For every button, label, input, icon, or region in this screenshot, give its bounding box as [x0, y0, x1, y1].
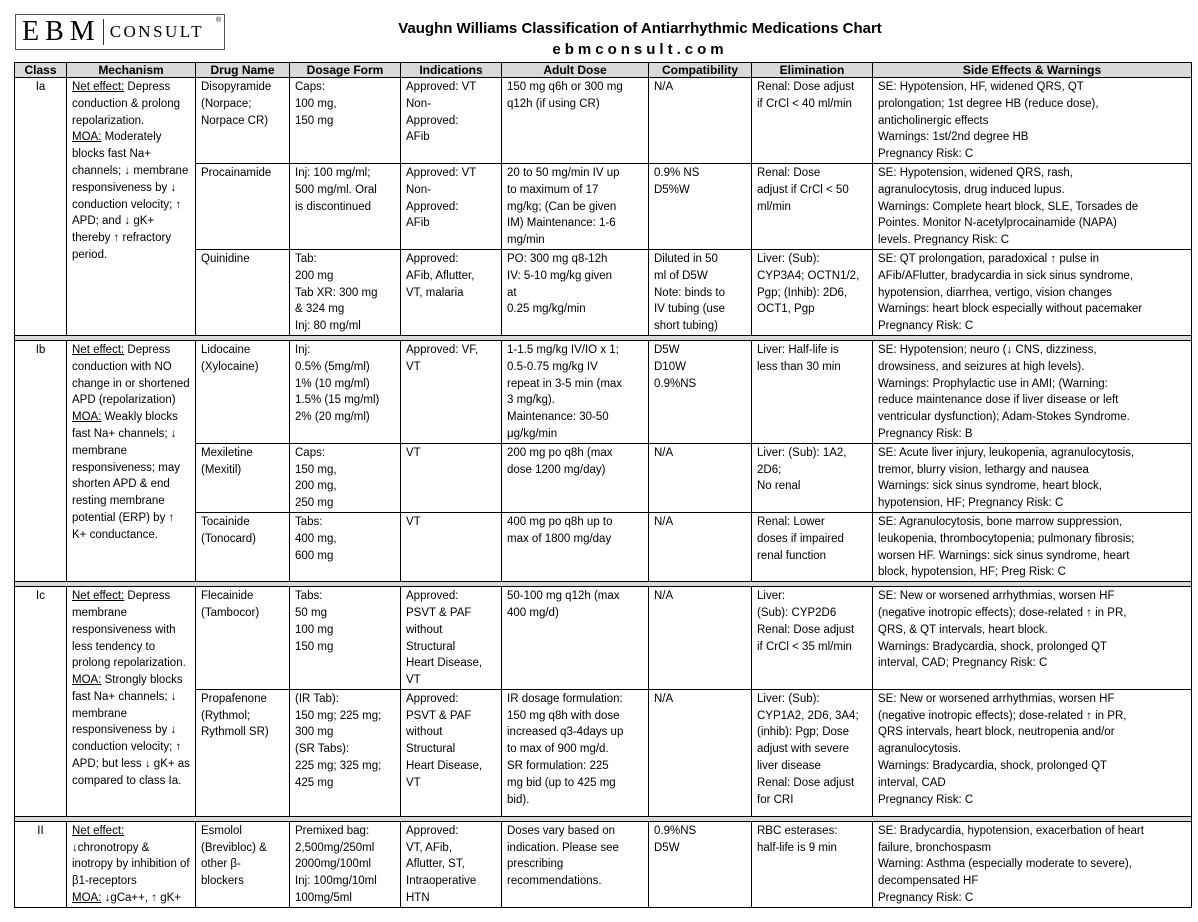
- column-header: Side Effects & Warnings: [873, 63, 1192, 78]
- net-effect-text: Depress conduction with NO change in or shortened APD (repolarization): [72, 343, 190, 407]
- cell-compat: D5W D10W 0.9%NS: [649, 340, 752, 443]
- cell-name: Flecainide (Tambocor): [196, 587, 290, 690]
- moa-label: MOA:: [72, 892, 102, 905]
- logo-divider: [103, 19, 104, 45]
- cell-ind: Approved: PSVT & PAF without Structural Heart Disease, VT: [401, 587, 502, 690]
- cell-form: Inj: 0.5% (5mg/ml) 1% (10 mg/ml) 1.5% (15 mg/ml) 2% (20 mg/ml): [290, 340, 401, 443]
- cell-compat: N/A: [649, 689, 752, 816]
- cell-se: SE: New or worsened arrhythmias, worsen HF (negative inotropic effects); dose-related ↑ in PR, QRS intervals, heart block, neutropenia and/or agranulocytosis. Warnings: Bradycardia, shock, prolonged QT interval, CAD Pregnancy Risk: C: [873, 689, 1192, 816]
- moa-text: ↓gCa++, ↑ gK+: [101, 892, 181, 905]
- cell-form: (IR Tab): 150 mg; 225 mg; 300 mg (SR Tabs): 225 mg; 325 mg; 425 mg: [290, 689, 401, 816]
- cell-elim: Liver: (Sub): CYP1A2, 2D6, 3A4; (inhib): Pgp; Dose adjust with severe liver disease Renal: Dose adjust for CRI: [752, 689, 873, 816]
- cell-form: Inj: 100 mg/ml; 500 mg/ml. Oral is discontinued: [290, 163, 401, 249]
- antiarrhythmic-table: [14, 62, 1192, 908]
- cell-name: Mexiletine (Mexitil): [196, 443, 290, 512]
- cell-se: SE: Acute liver injury, leukopenia, agranulocytosis, tremor, blurry vision, lethargy and nausea Warnings: sick sinus syndrome, heart block, hypotension, HF; Pregnancy Risk: C: [873, 443, 1192, 512]
- cell-elim: Renal: Dose adjust if CrCl < 50 ml/min: [752, 163, 873, 249]
- mechanism-cell: [67, 821, 196, 907]
- logo-ebm-text: EBM: [22, 16, 101, 47]
- logo-consult-text: CONSULT: [109, 22, 205, 41]
- ebm-consult-logo: [15, 14, 225, 50]
- cell-ind: Approved: VT, AFib, Aflutter, ST, Intraoperative HTN: [401, 821, 502, 907]
- mechanism-cell: [67, 340, 196, 581]
- column-header: Elimination: [752, 63, 873, 78]
- cell-se: SE: Hypotension, widened QRS, rash, agranulocytosis, drug induced lupus. Warnings: Complete heart block, SLE, Torsades de Pointes. Monitor N-acetylprocainamide (NAPA) levels. Pregnancy Risk: C: [873, 163, 1192, 249]
- cell-form: Tabs: 50 mg 100 mg 150 mg: [290, 587, 401, 690]
- column-header: Drug Name: [196, 63, 290, 78]
- cell-se: SE: Bradycardia, hypotension, exacerbation of heart failure, bronchospasm Warning: Asthma (especially moderate to severe), decompensated HF Pregnancy Risk: C: [873, 821, 1192, 907]
- table-row: [15, 340, 1192, 443]
- cell-se: SE: Hypotension; neuro (↓ CNS, dizziness, drowsiness, and seizures at high levels). Warnings: Prophylactic use in AMI; (Warning: reduce maintenance dose if liver disease or left ventricular dysfunction); Adam-Stokes Syndrome. Pregnancy Risk: B: [873, 340, 1192, 443]
- net-effect-label: Net effect:: [72, 824, 125, 837]
- net-effect-text: ↓chronotropy & inotropy by inhibition of β1-receptors: [72, 841, 190, 888]
- column-header: Class: [15, 63, 67, 78]
- class-cell: Ia: [15, 78, 67, 336]
- cell-dose: PO: 300 mg q8-12h IV: 5-10 mg/kg given at 0.25 mg/kg/min: [502, 249, 649, 335]
- column-header: Indications: [401, 63, 502, 78]
- cell-compat: N/A: [649, 587, 752, 690]
- table-row: [15, 821, 1192, 907]
- cell-se: SE: Agranulocytosis, bone marrow suppression, leukopenia, thrombocytopenia; pulmonary fibrosis; worsen HF. Warnings: sick sinus syndrome, heart block, hypotension, HF; Preg Risk: C: [873, 512, 1192, 581]
- net-effect-text: Depress membrane responsiveness with less tendency to prolong repolarization.: [72, 590, 186, 670]
- cell-elim: Liver: (Sub): CYP2D6 Renal: Dose adjust if CrCl < 35 ml/min: [752, 587, 873, 690]
- cell-form: Caps: 150 mg, 200 mg, 250 mg: [290, 443, 401, 512]
- column-header: Compatibility: [649, 63, 752, 78]
- cell-elim: Liver: (Sub): CYP3A4; OCTN1/2, Pgp; (Inhib): 2D6, OCT1, Pgp: [752, 249, 873, 335]
- cell-dose: Doses vary based on indication. Please see prescribing recommendations.: [502, 821, 649, 907]
- mechanism-cell: [67, 78, 196, 336]
- moa-text: Moderately blocks fast Na+ channels; ↓ membrane responsiveness by ↓ conduction velocity; ↑ APD; and ↓ gK+ thereby ↑ refractory period.: [72, 131, 189, 261]
- cell-dose: 400 mg po q8h up to max of 1800 mg/day: [502, 512, 649, 581]
- cell-elim: RBC esterases: half-life is 9 min: [752, 821, 873, 907]
- cell-ind: Approved: PSVT & PAF without Structural Heart Disease, VT: [401, 689, 502, 816]
- cell-name: Lidocaine (Xylocaine): [196, 340, 290, 443]
- cell-form: Premixed bag: 2,500mg/250ml 2000mg/100ml Inj: 100mg/10ml 100mg/5ml: [290, 821, 401, 907]
- cell-compat: N/A: [649, 512, 752, 581]
- cell-compat: N/A: [649, 443, 752, 512]
- column-header: Adult Dose: [502, 63, 649, 78]
- net-effect-label: Net effect:: [72, 590, 125, 603]
- moa-label: MOA:: [72, 131, 102, 144]
- cell-dose: IR dosage formulation: 150 mg q8h with dose increased q3-4days up to max of 900 mg/d. SR formulation: 225 mg bid (up to 425 mg bid).: [502, 689, 649, 816]
- moa-text: Weakly blocks fast Na+ channels; ↓ membrane responsiveness; may shorten APD & end resting membrane potential (ERP) by ↑ K+ conductance.: [72, 411, 181, 541]
- cell-compat: Diluted in 50 ml of D5W Note: binds to IV tubing (use short tubing): [649, 249, 752, 335]
- net-effect-text: Depress conduction & prolong repolarization.: [72, 81, 181, 127]
- cell-ind: VT: [401, 443, 502, 512]
- cell-dose: 1-1.5 mg/kg IV/IO x 1; 0.5-0.75 mg/kg IV repeat in 3-5 min (max 3 mg/kg). Maintenance: 30-50 μg/kg/min: [502, 340, 649, 443]
- header-row: [15, 63, 1192, 78]
- cell-compat: 0.9%NS D5W: [649, 821, 752, 907]
- cell-ind: Approved: VT Non- Approved: AFib: [401, 163, 502, 249]
- class-cell: II: [15, 821, 67, 907]
- cell-ind: Approved: VF, VT: [401, 340, 502, 443]
- moa-label: MOA:: [72, 674, 102, 687]
- cell-ind: VT: [401, 512, 502, 581]
- table-row: [15, 78, 1192, 164]
- cell-name: Esmolol (Brevibloc) & other β- blockers: [196, 821, 290, 907]
- cell-se: SE: New or worsened arrhythmias, worsen HF (negative inotropic effects); dose-related ↑ in PR, QRS, & QT intervals, heart block. Warnings: Bradycardia, shock, prolonged QT interval, CAD; Pregnancy Risk: C: [873, 587, 1192, 690]
- cell-dose: 200 mg po q8h (max dose 1200 mg/day): [502, 443, 649, 512]
- table-body: [15, 78, 1192, 908]
- cell-elim: Renal: Lower doses if impaired renal function: [752, 512, 873, 581]
- mechanism-cell: [67, 587, 196, 817]
- table-header: [15, 63, 1192, 78]
- cell-dose: 20 to 50 mg/min IV up to maximum of 17 mg/kg; (Can be given IM) Maintenance: 1-6 mg/min: [502, 163, 649, 249]
- column-header: Mechanism: [67, 63, 196, 78]
- cell-name: Disopyramide (Norpace; Norpace CR): [196, 78, 290, 164]
- cell-form: Tab: 200 mg Tab XR: 300 mg & 324 mg Inj: 80 mg/ml: [290, 249, 401, 335]
- cell-dose: 50-100 mg q12h (max 400 mg/d): [502, 587, 649, 690]
- cell-form: Caps: 100 mg, 150 mg: [290, 78, 401, 164]
- net-effect-label: Net effect:: [72, 81, 125, 93]
- class-cell: Ic: [15, 587, 67, 817]
- page-title: Vaughn Williams Classification of Antiarrhythmic Medications Chart: [398, 20, 882, 37]
- cell-ind: Approved: VT Non- Approved: AFib: [401, 78, 502, 164]
- cell-compat: 0.9% NS D5%W: [649, 163, 752, 249]
- table-row: [15, 587, 1192, 690]
- cell-se: SE: Hypotension, HF, widened QRS, QT prolongation; 1st degree HB (reduce dose), anticholinergic effects Warnings: 1st/2nd degree HB Pregnancy Risk: C: [873, 78, 1192, 164]
- cell-elim: Liver: (Sub): 1A2, 2D6; No renal: [752, 443, 873, 512]
- cell-elim: Renal: Dose adjust if CrCl < 40 ml/min: [752, 78, 873, 164]
- cell-compat: N/A: [649, 78, 752, 164]
- net-effect-label: Net effect:: [72, 343, 125, 356]
- cell-dose: 150 mg q6h or 300 mg q12h (if using CR): [502, 78, 649, 164]
- moa-label: MOA:: [72, 411, 102, 424]
- cell-name: Quinidine: [196, 249, 290, 335]
- cell-ind: Approved: AFib, Aflutter, VT, malaria: [401, 249, 502, 335]
- logo-registered-mark: ®: [215, 17, 221, 24]
- cell-name: Procainamide: [196, 163, 290, 249]
- cell-elim: Liver: Half-life is less than 30 min: [752, 340, 873, 443]
- site-url: ebmconsult.com: [552, 41, 728, 58]
- cell-form: Tabs: 400 mg, 600 mg: [290, 512, 401, 581]
- cell-name: Propafenone (Rythmol; Rythmoll SR): [196, 689, 290, 816]
- column-header: Dosage Form: [290, 63, 401, 78]
- cell-name: Tocainide (Tonocard): [196, 512, 290, 581]
- class-cell: Ib: [15, 340, 67, 581]
- cell-se: SE: QT prolongation, paradoxical ↑ pulse in AFib/AFlutter, bradycardia in sick sinus syndrome, hypotension, diarrhea, vertigo, vision changes Warnings: heart block especially without pacemaker Pregnancy Risk: C: [873, 249, 1192, 335]
- moa-text: Strongly blocks fast Na+ channels; ↓ membrane responsiveness by ↓ conduction velocity; ↑ APD; but less ↓ gK+ as compared to class Ia.: [72, 674, 190, 787]
